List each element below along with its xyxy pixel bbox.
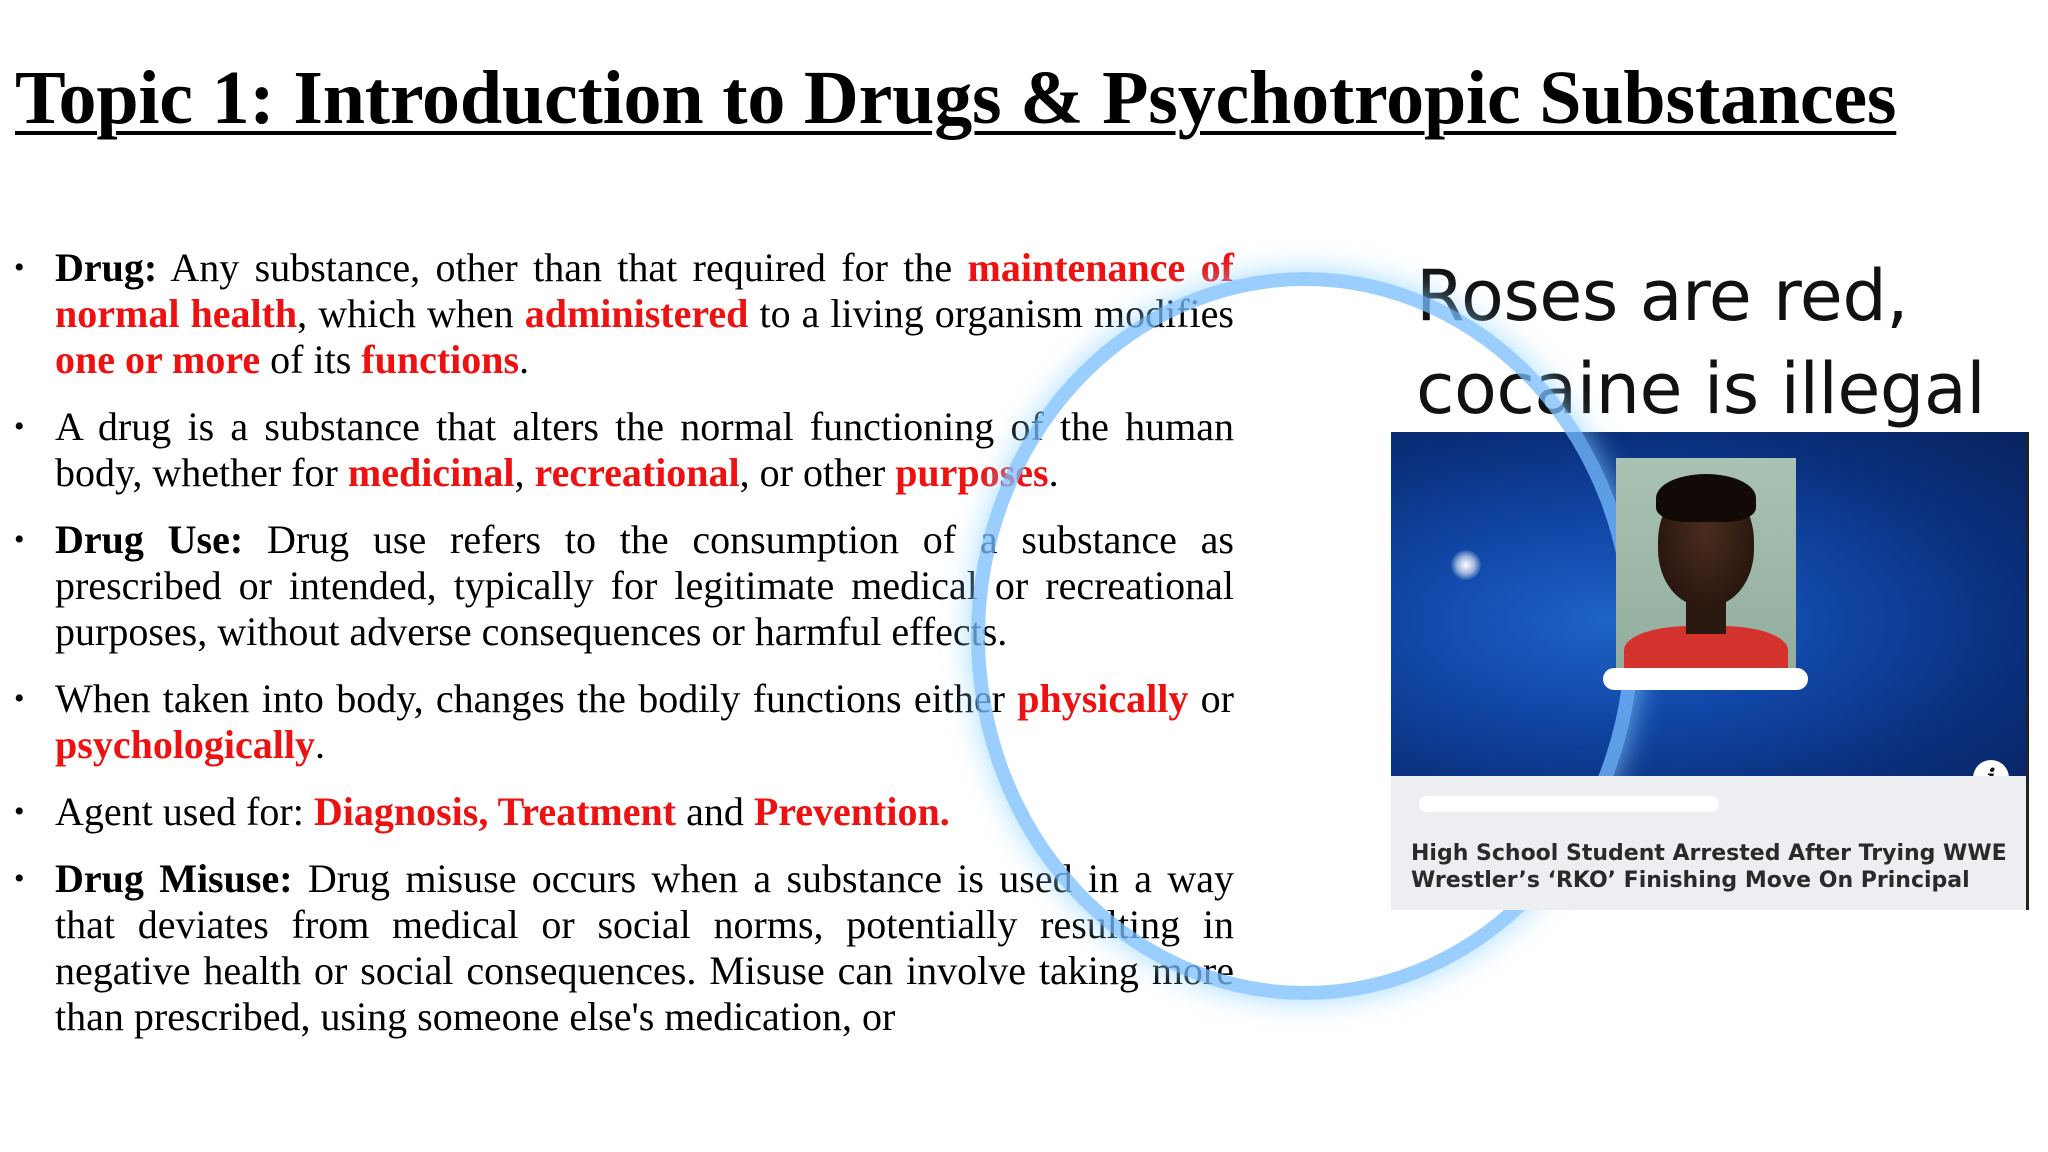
bullet-highlight: functions: [361, 337, 520, 382]
mugshot-photo: [1616, 458, 1796, 668]
bullet-dot-icon: •: [14, 251, 25, 284]
bullet-text: of its: [260, 337, 362, 382]
bullet-item: [14, 245, 1234, 383]
bullet-highlight: maintenance of normal health: [55, 245, 1234, 336]
bullet-text: , which when: [297, 291, 525, 336]
bullet-dot-icon: •: [14, 410, 25, 443]
bullet-text: ,: [514, 450, 535, 495]
hair: [1656, 474, 1756, 522]
bullet-text: .: [519, 337, 530, 382]
bullet-dot-icon: •: [14, 862, 25, 895]
bullet-text: and: [676, 789, 754, 834]
bullet-text: to a living organism modifies: [748, 291, 1234, 336]
bullet-text: Drug use refers to the consumption of a substance as prescribed or intended, typically for legitimate medical or recreational purposes, without adverse consequences or harmful effects.: [55, 517, 1234, 654]
bullet-highlight: physically: [1017, 676, 1189, 721]
bullet-dot-icon: •: [14, 795, 25, 828]
meme-image: [1391, 230, 2029, 910]
bullet-text: A drug is a substance that alters the normal functioning of the human body, whether for: [55, 404, 1234, 495]
bullet-text: When taken into body, changes the bodily functions either: [55, 676, 1018, 721]
bullet-term: Drug Misuse:: [55, 856, 293, 901]
bullet-highlight: one or more: [55, 337, 261, 382]
bullet-highlight: psychologically: [55, 722, 316, 767]
bullet-text: , or other: [739, 450, 896, 495]
bullet-term: Drug:: [55, 245, 158, 290]
news-headline-bar: [1391, 776, 2026, 910]
light-flare: [1451, 550, 1481, 580]
news-headline: [1411, 840, 2011, 894]
bullet-item: [14, 856, 1234, 1040]
bullet-text: .: [1048, 450, 1059, 495]
bullet-term: Drug Use:: [55, 517, 244, 562]
meme-caption-line-1: Roses are red,: [1416, 255, 1909, 337]
bullet-text: .: [315, 722, 326, 767]
bullet-highlight: Diagnosis, Treatment: [313, 789, 677, 834]
slide-title: Topic 1: Introduction to Drugs & Psychotropic Substances: [15, 56, 1897, 140]
bullet-highlight: Prevention.: [753, 789, 950, 834]
bullet-dot-icon: •: [14, 682, 25, 715]
bullet-text: Agent used for:: [55, 789, 314, 834]
bullet-text: Any substance, other than that required for the: [157, 245, 968, 290]
bullet-text: Drug misuse occurs when a substance is used in a way that deviates from medical or social norms, potentially resulting in negative health or social consequences. Misuse can involve taking more than prescribed, using someone else's medication, or: [55, 856, 1234, 1039]
redaction-mark: [1603, 668, 1808, 690]
bullet-highlight: administered: [524, 291, 749, 336]
news-headline-line-2: Wrestler’s ‘RKO’ Finishing Move On Principal: [1411, 868, 1970, 893]
bullet-text: or: [1188, 676, 1234, 721]
redacted-source: [1419, 796, 1719, 812]
meme-caption-line-2: cocaine is illegal: [1416, 348, 1986, 430]
bullet-highlight: medicinal: [347, 450, 515, 495]
news-photo: [1391, 432, 2026, 776]
bullet-highlight: recreational: [534, 450, 740, 495]
bullet-highlight: purposes: [895, 450, 1049, 495]
image-edge: [2026, 432, 2029, 910]
news-headline-line-1: High School Student Arrested After Trying WWE: [1411, 841, 2007, 866]
bullet-dot-icon: •: [14, 523, 25, 556]
